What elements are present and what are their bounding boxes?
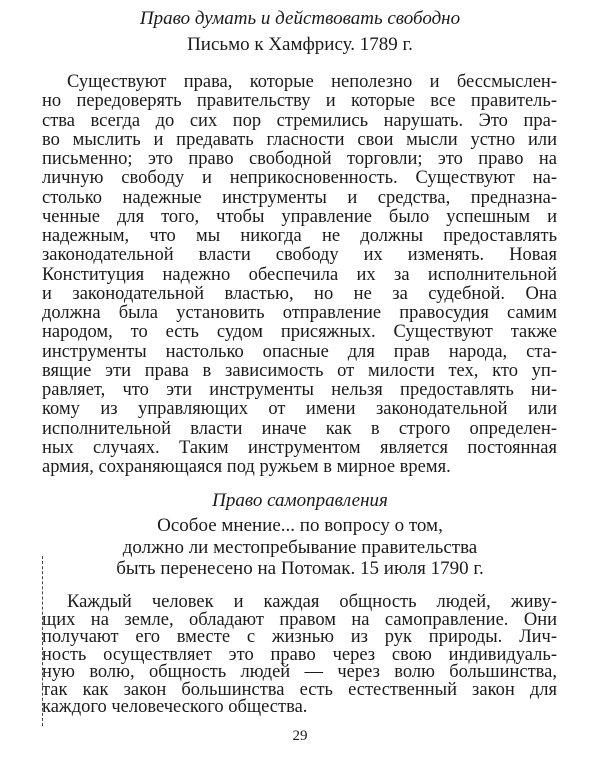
text-line: армия, сохраняющаяся под ружьем в мирное время.	[42, 457, 451, 477]
text-line: кому из управляющих от имени законодательной или	[42, 399, 557, 420]
text-line: инструменты настолько опасные для прав народа, ста-	[42, 341, 557, 362]
text-line: народом, то есть судом присяжных. Существуют также	[42, 322, 557, 343]
scan-margin-mark	[42, 556, 45, 726]
section-2-body	[42, 594, 557, 717]
text-line: каждого человеческого общества.	[42, 697, 308, 717]
text-line: вящие эти права в зависимость от милости тех, кто уп-	[42, 360, 557, 381]
text-line: ства всегда до сих пор стремились нарушать. Это пра-	[42, 110, 557, 131]
text-line: и законодательной властью, но не за судебной. Она	[42, 283, 557, 304]
text-line: ность осуществляет это право через свою индивидуаль-	[42, 644, 557, 665]
text-line: ных случаях. Таким инструментом является постоянная	[42, 437, 557, 458]
text-line: законодательной власти свободу их изменять. Новая	[42, 245, 557, 266]
text-line: Каждый человек и каждая общность людей, живу-	[67, 592, 557, 612]
text-line: надежным, что мы никогда не должны предоставлять	[42, 226, 557, 246]
text-line: должна была установить отправление правосудия самим	[42, 303, 557, 323]
subtitle-line: быть перенесено на Потомак. 15 июля 1790 г.	[116, 558, 484, 579]
text-line: ную волю, общность людей — через волю большинства,	[42, 662, 557, 682]
section-1-subtitle: Письмо к Хамфрису. 1789 г.	[187, 34, 413, 55]
text-line: получают его вместе с жизнью из рук природы. Лич-	[42, 627, 557, 647]
text-line: равляет, что эти инструменты нельзя предоставлять ни-	[42, 380, 557, 400]
section-1-title: Право думать и действовать свободно	[139, 8, 461, 29]
text-line: Конституция надежно обеспечила их за исполнительной	[42, 264, 557, 285]
text-line: письменно; это право свободной торговли; это право на	[42, 149, 557, 169]
text-line: ченные для того, чтобы управление было успешным и	[42, 206, 557, 227]
section-1-body	[42, 73, 557, 477]
text-line: Существуют права, которые неполезно и бессмыслен-	[67, 72, 557, 92]
text-line: личную свободу и неприкосновенность. Существуют на-	[42, 168, 557, 189]
text-line: во мыслить и предавать гласности свои мысли устно или	[42, 129, 557, 150]
section-2-title: Право самоправления	[212, 490, 388, 511]
text-line: исполнительной власти иначе как в строго определен-	[42, 418, 557, 439]
subtitle-line: должно ли местопребывание правительства	[122, 536, 478, 558]
subtitle-line: Особое мнение... по вопросу о том,	[157, 515, 443, 536]
text-line: столько надежные инструменты и средства, предназна-	[42, 187, 557, 208]
text-line: но передоверять правительству и которые все правитель-	[42, 91, 557, 112]
text-line: щих на земле, обладают правом на самоправление. Они	[42, 609, 557, 630]
page-number: 29	[292, 728, 308, 744]
section-2-subtitle	[0, 515, 600, 580]
text-line: так как закон большинства есть естественный закон для	[42, 679, 557, 700]
